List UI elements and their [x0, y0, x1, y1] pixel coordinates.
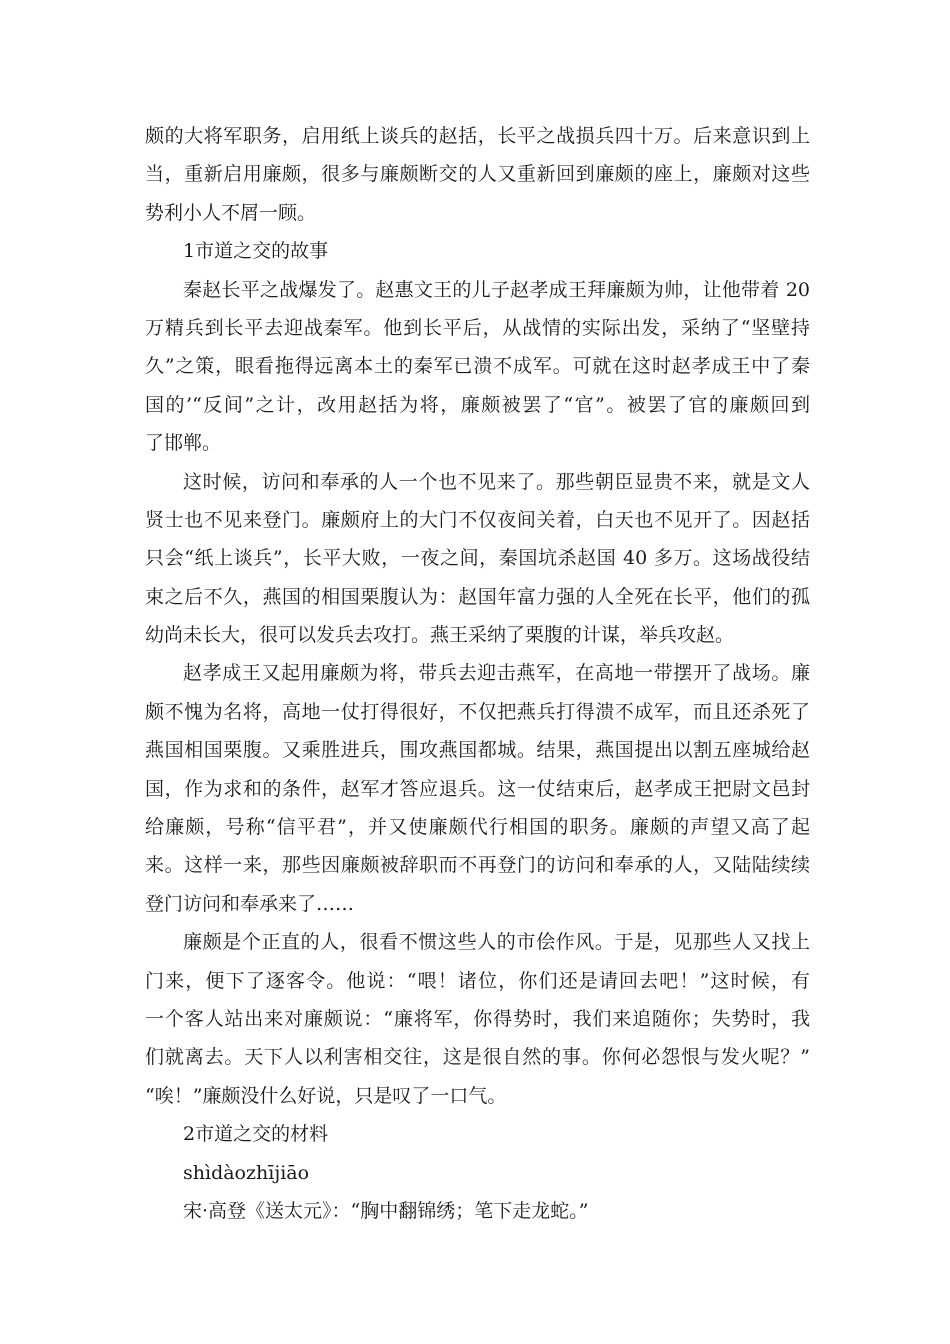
- section-heading: 1市道之交的故事: [183, 240, 329, 263]
- text-line: 登门访问和奉承来了……: [145, 892, 355, 915]
- text-line: 国，作为求和的条件，赵军才答应退兵。这一仗结束后，赵孝成王把尉文邑封: [145, 777, 810, 800]
- text-line: 这时候，访问和奉承的人一个也不见来了。那些朝臣显贵不来，就是文人: [183, 470, 810, 493]
- section-heading: 2市道之交的材料: [183, 1123, 329, 1146]
- text-line: 了邯郸。: [145, 432, 222, 455]
- text-line: 门来，便下了逐客令。他说：“喂！诸位，你们还是请回去吧！”这时候，有: [145, 969, 810, 992]
- pinyin-line: shìdàozhījiāo: [183, 1161, 310, 1184]
- text-line: 给廉颇，号称“信平君”，并又使廉颇代行相国的职务。廉颇的声望又高了起: [145, 816, 810, 839]
- text-line: 颇的大将军职务，启用纸上谈兵的赵括，长平之战损兵四十万。后来意识到上: [145, 125, 810, 147]
- text-line: 们就离去。天下人以利害相交往，这是很自然的事。你何必怨恨与发火呢？”: [145, 1046, 810, 1069]
- text-line: 当，重新启用廉颇，很多与廉颇断交的人又重新回到廉颇的座上，廉颇对这些: [145, 163, 810, 186]
- text-line: 秦赵长平之战爆发了。赵惠文王的儿子赵孝成王拜廉颇为帅，让他带着 20: [183, 278, 810, 301]
- text-line: 颇不愧为名将，高地一仗打得很好，不仅把燕兵打得溃不成军，而且还杀死了: [145, 700, 810, 723]
- text-line: 贤士也不见来登门。廉颇府上的大门不仅夜间关着，白天也不见开了。因赵括: [145, 508, 810, 531]
- text-line: 势利小人不屑一顾。: [145, 201, 317, 224]
- text-line: 燕国相国栗腹。又乘胜进兵，围攻燕国都城。结果，燕国提出以割五座城给赵: [145, 739, 810, 762]
- text-line: 来。这样一来，那些因廉颇被辞职而不再登门的访问和奉承的人，又陆陆续续: [145, 854, 810, 877]
- text-line: 廉颇是个正直的人，很看不惯这些人的市侩作风。于是，见那些人又找上: [183, 931, 810, 954]
- text-line: 久”之策，眼看拖得远离本土的秦军已溃不成军。可就在这时赵孝成王中了秦: [145, 355, 810, 378]
- text-line: 赵孝成王又起用廉颇为将，带兵去迎击燕军，在高地一带摆开了战场。廉: [183, 662, 810, 685]
- text-line: 国的’“反间”之计，改用赵括为将，廉颇被罢了“官”。被罢了官的廉颇回到: [145, 393, 810, 416]
- document-body: [145, 117, 810, 1230]
- text-line: “唉！”廉颇没什么好说，只是叹了一口气。: [145, 1084, 507, 1107]
- text-line: 宋·高登《送太元》：“胸中翻锦绣；笔下走龙蛇。”: [183, 1199, 589, 1222]
- text-line: 万精兵到长平去迎战秦军。他到长平后，从战情的实际出发，采纳了“坚壁持: [145, 316, 810, 339]
- text-line: 幼尚未长大，很可以发兵去攻打。燕王采纳了栗腹的计谋，举兵攻赵。: [145, 624, 735, 647]
- text-line: 束之后不久，燕国的相国栗腹认为：赵国年富力强的人全死在长平，他们的孤: [145, 585, 810, 608]
- text-line: 只会“纸上谈兵”，长平大败，一夜之间，秦国坑杀赵国 40 多万。这场战役结: [145, 547, 810, 570]
- text-line: 一个客人站出来对廉颇说：“廉将军，你得势时，我们来追随你；失势时，我: [145, 1007, 810, 1030]
